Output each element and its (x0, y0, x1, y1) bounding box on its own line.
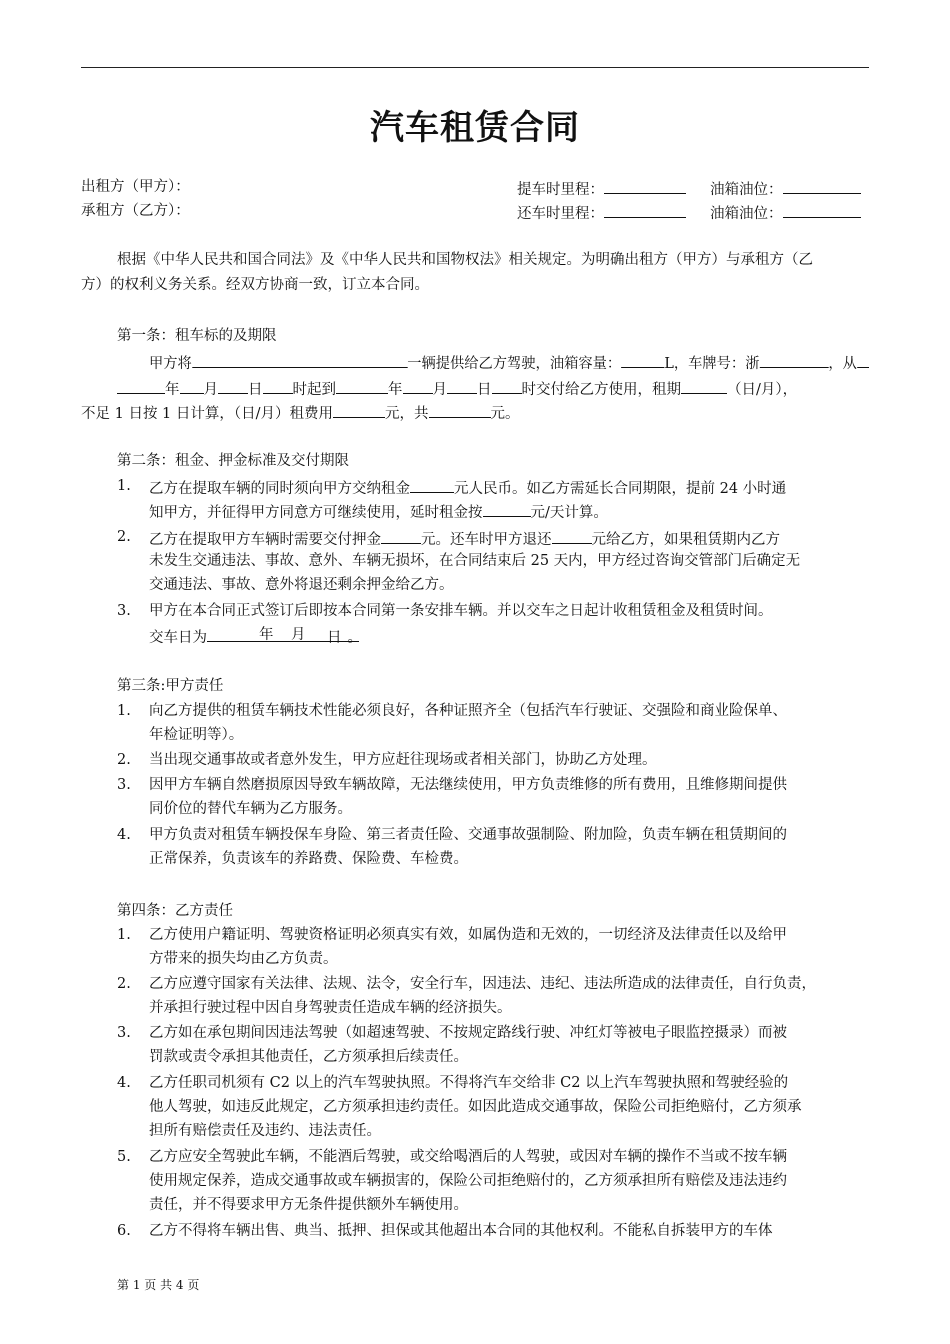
list-number: 1. (117, 703, 131, 719)
end-hour-blank[interactable] (492, 379, 522, 394)
preamble-line: 方）的权利义务关系。经双方协商一致，订立本合同。 (81, 277, 429, 293)
article-4-item: 并承担行驶过程中因自身驾驶责任造成车辆的经济损失。 (149, 1000, 512, 1016)
list-number: 6. (117, 1223, 131, 1239)
list-number: 2. (117, 752, 131, 768)
start-day-blank[interactable] (218, 379, 248, 394)
article-4-item: 他人驾驶，如违反此规定，乙方须承担违约责任。如因此造成交通事故，保险公司拒绝赔付，乙方须承 (149, 1099, 802, 1115)
article-4-item: 乙方不得将车辆出售、典当、抵押、担保或其他超出本合同的其他权利。不能私自拆装甲方的车体 (149, 1223, 773, 1239)
article-2-item: 甲方在本合同正式签订后即按本合同第一条安排车辆。并以交车之日起计收租赁租金及租赁时间。 (149, 603, 773, 619)
start-month-blank[interactable] (180, 379, 204, 394)
start-year-blank[interactable] (117, 379, 165, 394)
article-3-item: 当出现交通事故或者意外发生，甲方应赶往现场或者相关部门，协助乙方处理。 (149, 752, 657, 768)
list-number: 3. (117, 603, 131, 619)
pickup-fuel-blank[interactable] (783, 179, 861, 194)
extension-rent-blank[interactable] (483, 502, 531, 517)
list-number: 2. (117, 976, 131, 992)
article-3-item: 同价位的替代车辆为乙方服务。 (149, 801, 352, 817)
list-number: 3. (117, 1025, 131, 1041)
rent-deposit-blank[interactable] (410, 478, 454, 493)
article-3-item: 向乙方提供的租赁车辆技术性能必须良好，各种证照齐全（包括汽车行驶证、交强险和商业险保单、 (149, 703, 787, 719)
return-fuel-label: 油箱油位： (710, 206, 783, 222)
list-number: 5. (117, 1149, 131, 1165)
article-4-item: 担所有赔偿责任及违约、违法责任。 (149, 1123, 381, 1139)
lessee-label: 承租方（乙方）： (81, 203, 190, 219)
lessor-label: 出租方（甲方）： (81, 179, 190, 195)
return-mileage-field[interactable] (517, 203, 686, 222)
tank-capacity-blank[interactable] (621, 353, 664, 368)
end-day-blank[interactable] (447, 379, 477, 394)
return-mileage-blank[interactable] (604, 203, 686, 218)
list-number: 1. (117, 927, 131, 943)
article-2-item: 交通违法、事故、意外将退还剩余押金给乙方。 (149, 577, 454, 593)
end-year-blank[interactable] (336, 379, 388, 394)
list-number: 1. (117, 478, 131, 494)
article-3-item: 甲方负责对租赁车辆投保车身险、第三者责任险、交通事故强制险、附加险，负责车辆在租赁期间的 (149, 827, 787, 843)
pickup-fuel-field[interactable] (710, 179, 861, 198)
rent-fee-blank[interactable] (333, 403, 385, 418)
page-footer: 第 1 页 共 4 页 (117, 1278, 200, 1292)
end-month-blank[interactable] (403, 379, 433, 394)
delivery-date-blank[interactable]: 年 月 (207, 627, 327, 642)
list-number: 4. (117, 827, 131, 843)
refund-blank[interactable] (552, 529, 592, 544)
pickup-mileage-field[interactable] (517, 179, 686, 198)
article-2-item: 乙方在提取车辆的同时须向甲方交纳租金 元人民币。如乙方需延长合同期限，提前 24 小时通 (149, 478, 786, 497)
article-3-item: 因甲方车辆自然磨损原因导致车辆故障，无法继续使用，甲方负责维修的所有费用，且维修期间提供 (149, 777, 787, 793)
preamble-line: 根据《中华人民共和国合同法》及《中华人民共和国物权法》相关规定。为明确出租方（甲方）与承租方（乙 (117, 252, 813, 268)
total-fee-blank[interactable] (429, 403, 491, 418)
article-1-heading: 第一条：租车标的及期限 (117, 328, 277, 344)
article-2-heading: 第二条：租金、押金标准及交付期限 (117, 453, 349, 469)
top-rule (81, 67, 869, 68)
document-title: 汽车租赁合同 (370, 108, 580, 148)
article-4-item: 责任，并不得要求甲方无条件提供额外车辆使用。 (149, 1197, 468, 1213)
article-4-item: 使用规定保养，造成交通事故或车辆损害的，保险公司拒绝赔付的，乙方须承担所有赔偿及违法违约 (149, 1173, 787, 1189)
pickup-mileage-blank[interactable] (604, 179, 686, 194)
article-4-item: 乙方使用户籍证明、驾驶资格证明必须真实有效，如属伪造和无效的，一切经济及法律责任以及给甲 (149, 927, 787, 943)
article-2-item: 未发生交通违法、事故、意外、车辆无损坏，在合同结束后 25 天内，甲方经过咨询交管部门后确定无 (149, 553, 801, 569)
pickup-fuel-label: 油箱油位： (710, 182, 783, 198)
pickup-mileage-label: 提车时里程： (517, 182, 604, 198)
article-4-item: 乙方应遵守国家有关法律、法规、法令，安全行车，因违法、违纪、违法所造成的法律责任，自行负责， (149, 976, 816, 992)
list-number: 3. (117, 777, 131, 793)
plate-number-blank[interactable] (759, 353, 828, 368)
list-number: 2. (117, 529, 131, 545)
article-2-item: 乙方在提取甲方车辆时需要交付押金 元。还车时甲方退还 元给乙方，如果租赁期内乙方 (149, 529, 780, 548)
return-mileage-label: 还车时里程： (517, 206, 604, 222)
article-3-item: 年检证明等）。 (149, 727, 244, 743)
return-fuel-field[interactable] (710, 203, 861, 222)
article-4-item: 乙方如在承包期间因违法驾驶（如超速驾驶、不按规定路线行驶、冲红灯等被电子眼监控摄录）而被 (149, 1025, 787, 1041)
deposit-blank[interactable] (381, 529, 421, 544)
article-4-item: 方带来的损失均由乙方负责。 (149, 951, 338, 967)
article-4-item: 罚款或责令承担其他责任，乙方须承担后续责任。 (149, 1049, 468, 1065)
return-fuel-blank[interactable] (783, 203, 861, 218)
list-number: 4. (117, 1075, 131, 1091)
article-3-item: 正常保养，负责该车的养路费、保险费、车检费。 (149, 851, 468, 867)
article-1-line: 年 月 日 时起到 年 月 日 时交付给乙方使用，租期 （日/月）， (117, 379, 797, 398)
start-blank[interactable] (857, 353, 869, 368)
article-2-item: 知甲方，并征得甲方同意方可继续使用，延时租金按 元/天计算。 (149, 502, 608, 521)
article-2-item: 交车日为 年 月 日 。 (149, 627, 362, 646)
article-4-item: 乙方应安全驾驶此车辆，不能酒后驾驶，或交给喝酒后的人驾驶，或因对车辆的操作不当或不按车辆 (149, 1149, 787, 1165)
article-1-line: 甲方将 一辆提供给乙方驾驶，油箱容量： L，车牌号：浙 ，从 (149, 353, 869, 372)
article-1-line: 不足 1 日按 1 日计算，（日/月）租费用 元，共 元。 (81, 403, 520, 422)
article-3-heading: 第三条:甲方责任 (117, 678, 224, 694)
term-blank[interactable] (681, 379, 727, 394)
article-4-item: 乙方任职司机须有 C2 以上的汽车驾驶执照。不得将汽车交给非 C2 以上汽车驾驶执照和驾驶经验的 (149, 1075, 789, 1091)
start-hour-blank[interactable] (263, 379, 293, 394)
vehicle-blank[interactable] (192, 353, 407, 368)
article-4-heading: 第四条：乙方责任 (117, 903, 233, 919)
